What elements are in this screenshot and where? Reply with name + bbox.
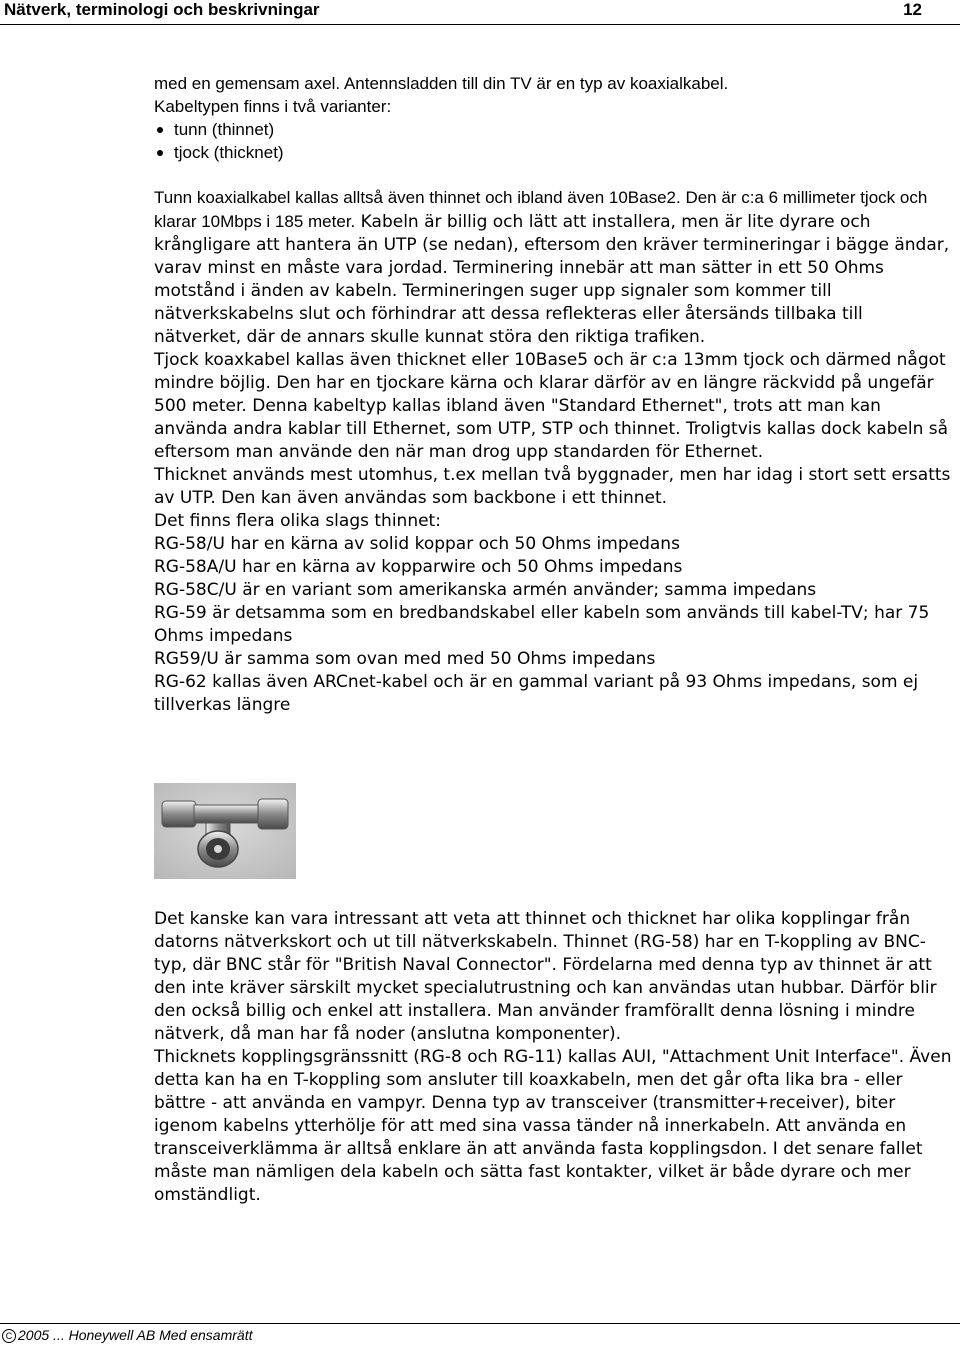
- connectors-paragraph: Det kanske kan vara intressant att veta att thinnet och thicknet har olika kopplingar från datorns nätverkskort och ut till nätverkskabeln. Thinnet (RG-58) har en T-koppling av BNC-typ, där BNC står för "British Naval Connector". Fördelarna med denna typ av thinnet är att den inte kräver särskilt mycket specialutrustning och kan användas utan hubbar. Därför blir den också billig och enkel att installera. Man använder framförallt denna lösning i mindre nätverk, då man har få noder (anslutna komponenter).: [154, 909, 937, 1044]
- page-footer: [0, 1323, 960, 1347]
- main-content: [154, 72, 954, 717]
- usage-paragraph: Thicknet används mest utomhus, t.ex mellan två byggnader, men har idag i stort sett ersatts av UTP. Den kan även användas som backbone i ett thinnet.: [154, 465, 951, 508]
- copyright-icon: C: [2, 1329, 16, 1343]
- intro-line: Kabeltypen finns i två varianter:: [154, 97, 392, 116]
- cable-type-item: RG-58/U har en kärna av solid koppar och 50 Ohms impedans: [154, 534, 680, 554]
- cable-type-item: RG59/U är samma som ovan med med 50 Ohms impedans: [154, 649, 656, 669]
- thicknet-paragraph: Tjock koaxkabel kallas även thicknet eller 10Base5 och är c:a 13mm tjock och därmed något mindre böjlig. Den har en tjockare kärna och klarar därför av en längre räckvidd på ungefär 500 meter. Denna kabeltyp kallas ibland även "Standard Ethernet", trots att man kan använda andra kablar till Ethernet, som UTP, STP och thinnet. Troligtvis kallas dock kabeln så eftersom man använde den när man drog upp standarden för Ethernet.: [154, 350, 949, 462]
- aui-paragraph: Thicknets kopplingsgränssnitt (RG-8 och RG-11) kallas AUI, "Attachment Unit Interface". Även detta kan ha en T-koppling som ansluter till koaxkabeln, men det går ofta lika bra - eller bättre - att använda en vampyr. Denna typ av transceiver (transmitter+receiver), biter igenom kabelns ytterhölje för att med sina vassa tänder nå innerkabeln. Att använda en transceiverklämma är alltså enklare än att använda fasta kopplingsdon. I det senare fallet måste man nämligen dela kabeln och sätta fast kontakter, vilket är både dyrare och mer omständligt.: [154, 1047, 952, 1205]
- list-item: tunn (thinnet): [154, 118, 954, 141]
- intro-line: med en gemensam axel. Antennsladden till din TV är en typ av koaxialkabel.: [154, 74, 729, 93]
- thinnet-detail-text: Kabeln är billig och lätt att installera, men är lite dyrare och krångligare att hantera än UTP (se nedan), eftersom den kräver termineringar i bägge ändar, varav minst en måste vara jordad. Terminering innebär att man sätter in ett 50 Ohms motstånd i änden av kabeln. Termineringen suger upp signaler som kommer till nätverkskabelns slut och förhindrar att dessa reflekteras eller återsänds tillbaka till nätverket, där de annars skulle kunnat störa den riktiga trafiken.: [154, 212, 950, 347]
- types-intro: Det finns flera olika slags thinnet:: [154, 511, 441, 531]
- page-number: 12: [903, 0, 922, 19]
- thinnet-intro-text: Tunn koaxialkabel kallas alltså även thinnet och ibland även 10Base2. Den är c:a 6 millimeter tjock och klarar 10Mbps i 185 meter.: [154, 188, 928, 231]
- footer-text: 2005 ... Honeywell AB Med ensamrätt: [18, 1327, 253, 1343]
- document-title: Nätverk, terminologi och beskrivningar: [4, 0, 320, 19]
- cable-type-item: RG-62 kallas även ARCnet-kabel och är en gammal variant på 93 Ohms impedans, som ej tillverkas längre: [154, 672, 919, 715]
- thinnet-paragraph: [154, 186, 954, 349]
- variant-list: [154, 118, 954, 164]
- list-item: tjock (thicknet): [154, 141, 954, 164]
- cable-type-item: RG-59 är detsamma som en bredbandskabel eller kabeln som används till kabel-TV; har 75 Ohms impedans: [154, 603, 930, 646]
- page-header: [0, 0, 960, 25]
- cable-type-item: RG-58C/U är en variant som amerikanska armén använder; samma impedans: [154, 580, 817, 600]
- cable-type-item: RG-58A/U har en kärna av kopparwire och 50 Ohms impedans: [154, 557, 683, 577]
- connector-section: [154, 908, 954, 1207]
- bnc-t-connector-photo: [154, 783, 296, 879]
